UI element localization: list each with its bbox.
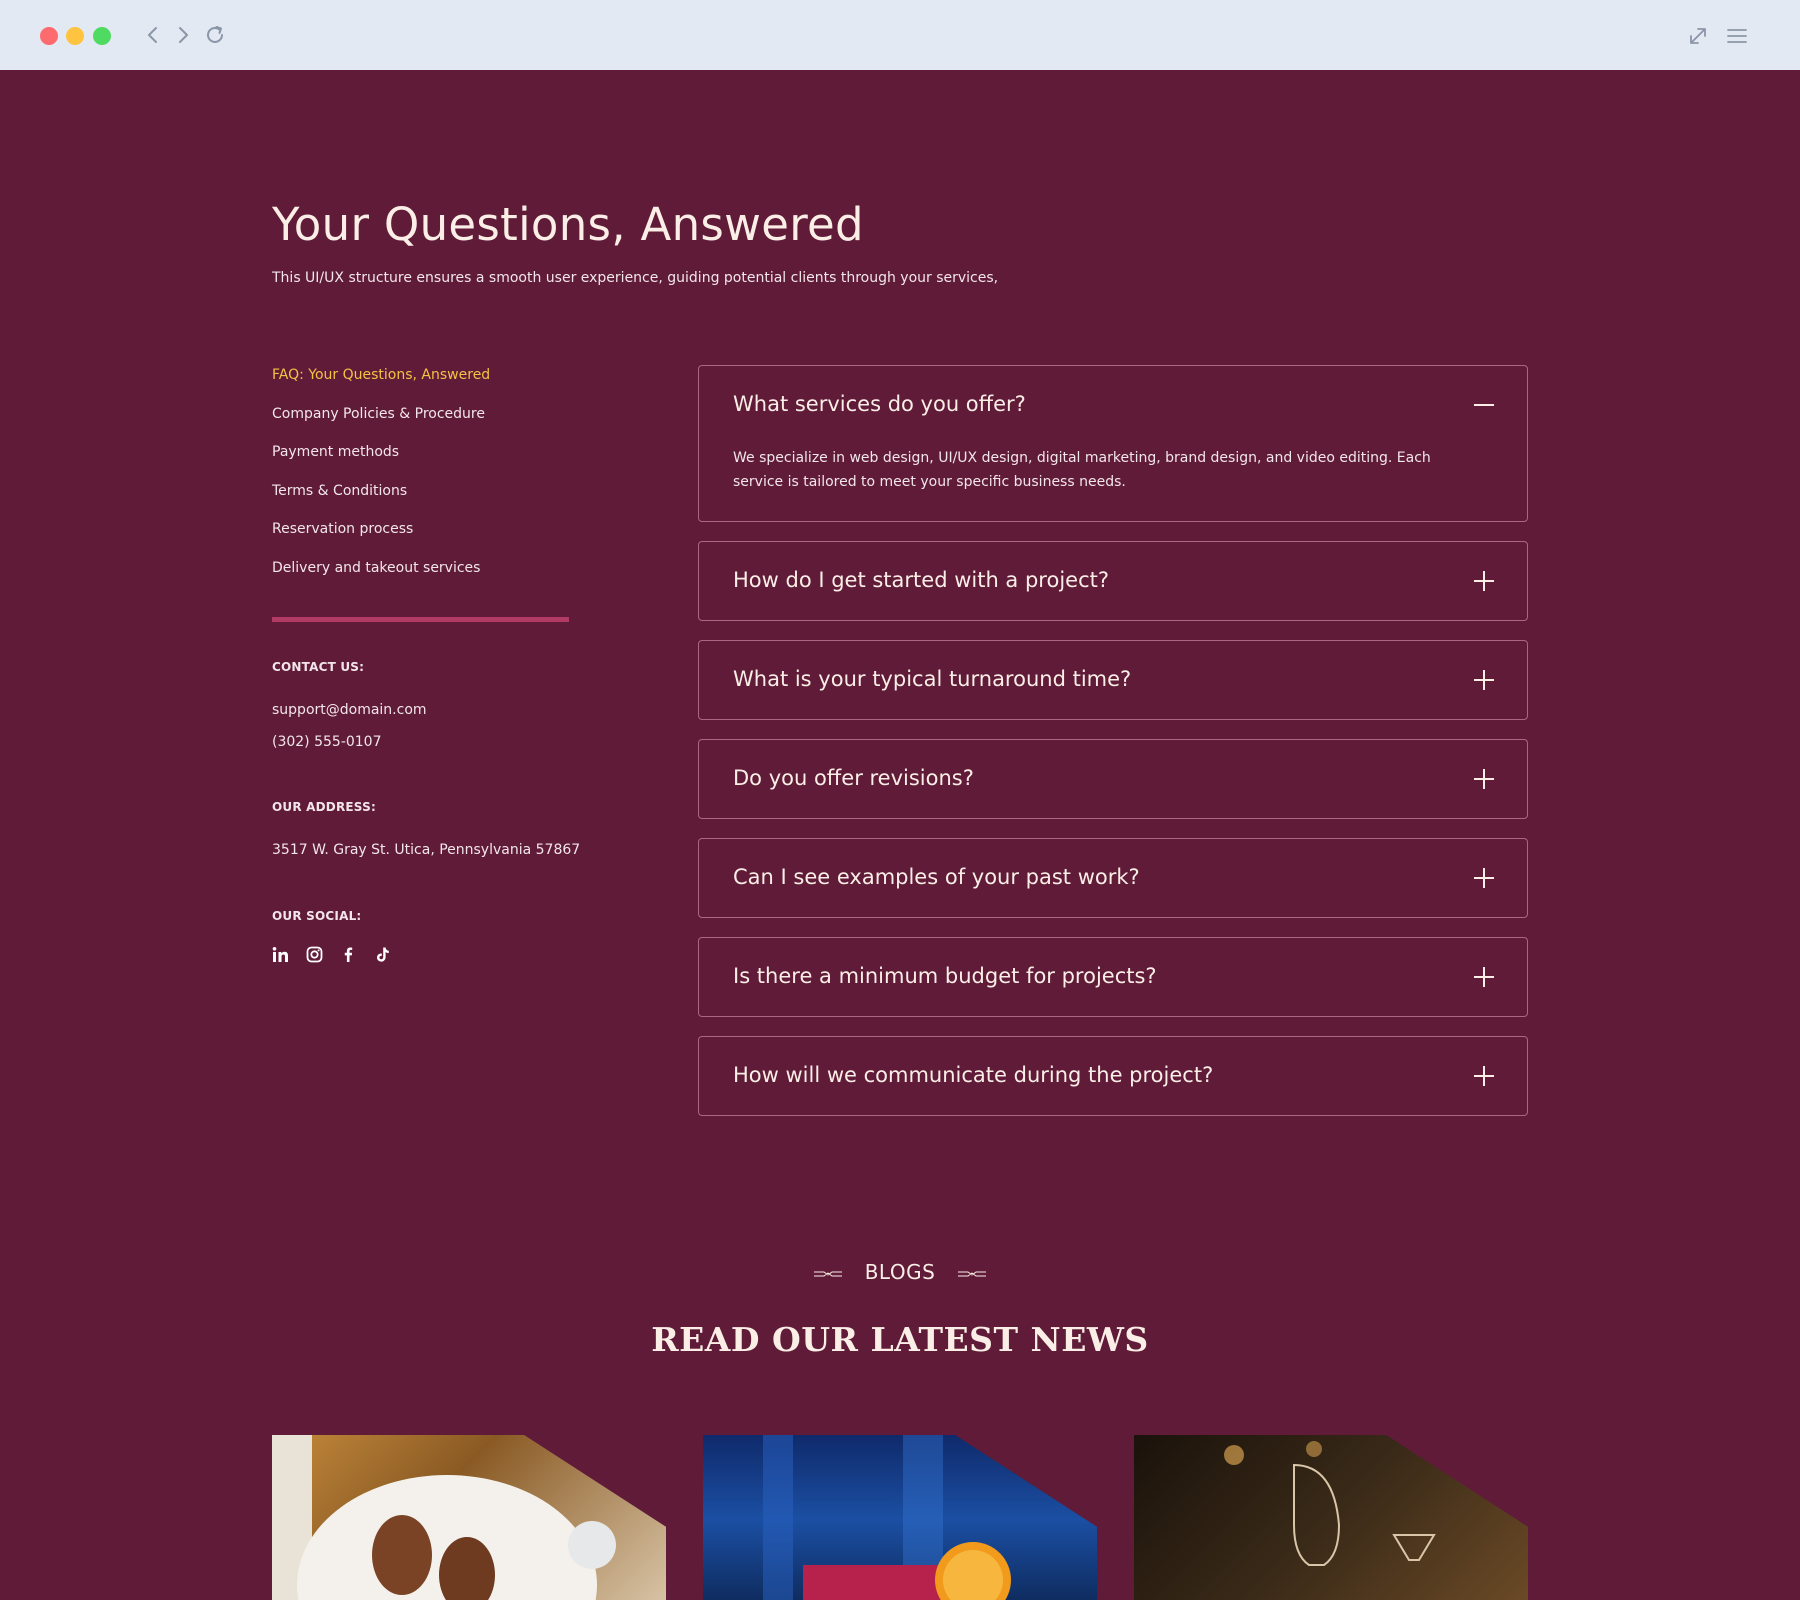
plus-icon[interactable] [1473,669,1495,691]
contact-phone-link[interactable]: (302) 555-0107 [272,734,382,750]
minus-icon[interactable] [1473,394,1495,416]
plus-icon[interactable] [1473,1065,1495,1087]
faq-category-nav [272,366,592,597]
faq-question-row[interactable] [699,1037,1527,1115]
back-icon[interactable] [140,22,166,48]
faq-page [0,70,1800,1600]
faq-question-row[interactable] [699,542,1527,620]
faq-question: What is your typical turnaround time? [733,667,1132,691]
faq-answer: We specialize in web design, UI/UX design, digital marketing, brand design, and video editing. Each service is tailored to meet your specific business needs. [733,450,1431,490]
page-subtitle: This UI/UX structure ensures a smooth user experience, guiding potential clients through your services, [272,270,999,286]
address-label: OUR ADDRESS: [272,800,376,814]
faq-question: Do you offer revisions? [733,766,974,790]
faq-item[interactable] [698,739,1528,819]
forward-icon[interactable] [170,22,196,48]
ornament-left-icon [814,1269,842,1279]
facebook-icon[interactable] [340,946,357,963]
sidebar-item-reservation[interactable]: Reservation process [272,521,414,537]
plus-icon[interactable] [1473,768,1495,790]
blog-card-image[interactable] [1134,1435,1528,1600]
address-text: 3517 W. Gray St. Utica, Pennsylvania 57867 [272,842,581,858]
page-title: Your Questions, Answered [272,198,864,251]
contact-email-link[interactable]: support@domain.com [272,702,427,718]
sidebar-item-faq[interactable]: FAQ: Your Questions, Answered [272,367,491,383]
faq-question-row[interactable] [699,641,1527,719]
browser-toolbar [0,0,1800,70]
faq-item[interactable] [698,541,1528,621]
blog-card-image[interactable] [272,1435,666,1600]
blog-card-image[interactable] [703,1435,1097,1600]
faq-question: Is there a minimum budget for projects? [733,964,1157,988]
contact-label: CONTACT US: [272,660,365,674]
sidebar-item-terms[interactable]: Terms & Conditions [272,482,408,499]
expand-icon[interactable] [1684,22,1712,50]
faq-item[interactable] [698,838,1528,918]
faq-question-row[interactable] [699,740,1527,818]
blogs-section-tag [0,1260,1800,1284]
instagram-icon[interactable] [306,946,323,963]
faq-question: Can I see examples of your past work? [733,865,1140,889]
plus-icon[interactable] [1473,570,1495,592]
tiktok-icon[interactable] [374,946,391,963]
social-label: OUR SOCIAL: [272,909,362,923]
plus-icon[interactable] [1473,966,1495,988]
faq-question: What services do you offer? [733,392,1026,416]
blogs-heading: READ OUR LATEST NEWS [651,1320,1149,1359]
plus-icon[interactable] [1473,867,1495,889]
ornament-right-icon [958,1269,986,1279]
faq-item[interactable] [698,937,1528,1017]
faq-item[interactable] [698,365,1528,522]
faq-question-row[interactable] [699,938,1527,1016]
faq-question-row[interactable] [699,366,1527,446]
sidebar-item-policies[interactable]: Company Policies & Procedure [272,405,485,422]
sidebar-item-delivery[interactable]: Delivery and takeout services [272,559,481,576]
faq-question: How do I get started with a project? [733,568,1110,592]
sidebar-item-payment[interactable]: Payment methods [272,444,400,460]
faq-item[interactable] [698,640,1528,720]
linkedin-icon[interactable] [272,946,289,963]
blogs-tag-label: BLOGS [864,1260,936,1284]
close-window-button[interactable] [40,27,58,45]
faq-item[interactable] [698,1036,1528,1116]
sidebar-divider [272,617,569,622]
menu-icon[interactable] [1723,22,1751,50]
minimize-window-button[interactable] [66,27,84,45]
reload-icon[interactable] [202,22,228,48]
faq-accordion [698,365,1528,1135]
faq-question: How will we communicate during the project? [733,1063,1214,1087]
social-links [272,946,391,963]
maximize-window-button[interactable] [93,27,111,45]
faq-question-row[interactable] [699,839,1527,917]
